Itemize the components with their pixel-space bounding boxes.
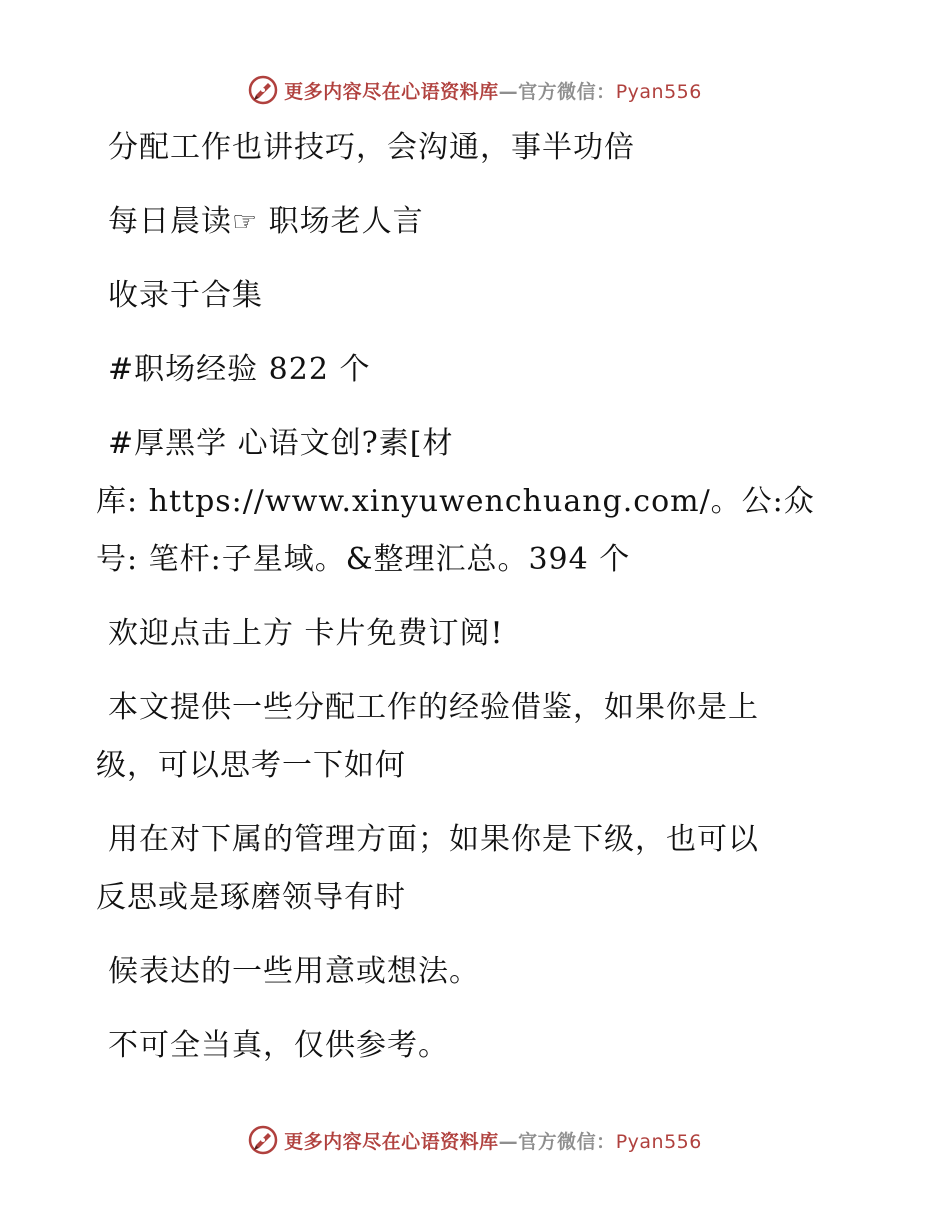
morning-reading-line xyxy=(108,202,424,242)
subscribe-prompt: 欢迎点击上方 卡片免费订阅! xyxy=(108,616,504,651)
intro-paragraph-line-1: 本文提供一些分配工作的经验借鉴，如果你是上 xyxy=(108,690,759,725)
disclaimer-line: 不可全当真，仅供参考。 xyxy=(108,1028,449,1063)
footer-banner xyxy=(0,1120,950,1160)
banner-dash: — xyxy=(498,80,519,103)
pointing-hand-icon: ☞ xyxy=(232,205,259,238)
brand-logo-icon xyxy=(248,75,278,105)
banner-site-text: 更多内容尽在心语资料库 xyxy=(284,80,499,103)
header-banner xyxy=(0,70,950,110)
intro-paragraph-line-4: 反思或是琢磨领导有时 xyxy=(96,880,406,915)
banner-dash: — xyxy=(498,1130,519,1153)
tag-thick-black-line-2: 库: https://www.xinyuwenchuang.com/。公:众 xyxy=(96,484,815,519)
banner-wechat-label: 官方微信： xyxy=(518,80,616,103)
banner-text xyxy=(284,77,702,104)
morning-reading-text: 每日晨读 xyxy=(108,204,232,239)
article-title: 分配工作也讲技巧，会沟通，事半功倍 xyxy=(108,130,635,165)
banner-wechat-id: Pyan556 xyxy=(615,1130,702,1153)
tag-thick-black-line-1: #厚黑学 心语文创?素[材 xyxy=(108,426,454,461)
intro-paragraph-line-2: 级，可以思考一下如何 xyxy=(96,748,406,783)
column-name-text: 职场老人言 xyxy=(268,204,424,239)
brand-logo-icon xyxy=(248,1125,278,1155)
banner-inner xyxy=(248,75,702,105)
banner-text xyxy=(284,1127,702,1154)
banner-wechat-label: 官方微信： xyxy=(518,1130,616,1153)
collection-label: 收录于合集 xyxy=(108,278,263,313)
intro-paragraph-line-3: 用在对下属的管理方面；如果你是下级，也可以 xyxy=(108,822,759,857)
tag-thick-black-line-3: 号: 笔杆:子星域。&整理汇总。394 个 xyxy=(96,542,631,577)
banner-site-text: 更多内容尽在心语资料库 xyxy=(284,1130,499,1153)
tag-workplace-experience: #职场经验 822 个 xyxy=(108,352,371,387)
intro-paragraph-line-5: 候表达的一些用意或想法。 xyxy=(108,954,480,989)
banner-inner xyxy=(248,1125,702,1155)
banner-wechat-id: Pyan556 xyxy=(615,80,702,103)
